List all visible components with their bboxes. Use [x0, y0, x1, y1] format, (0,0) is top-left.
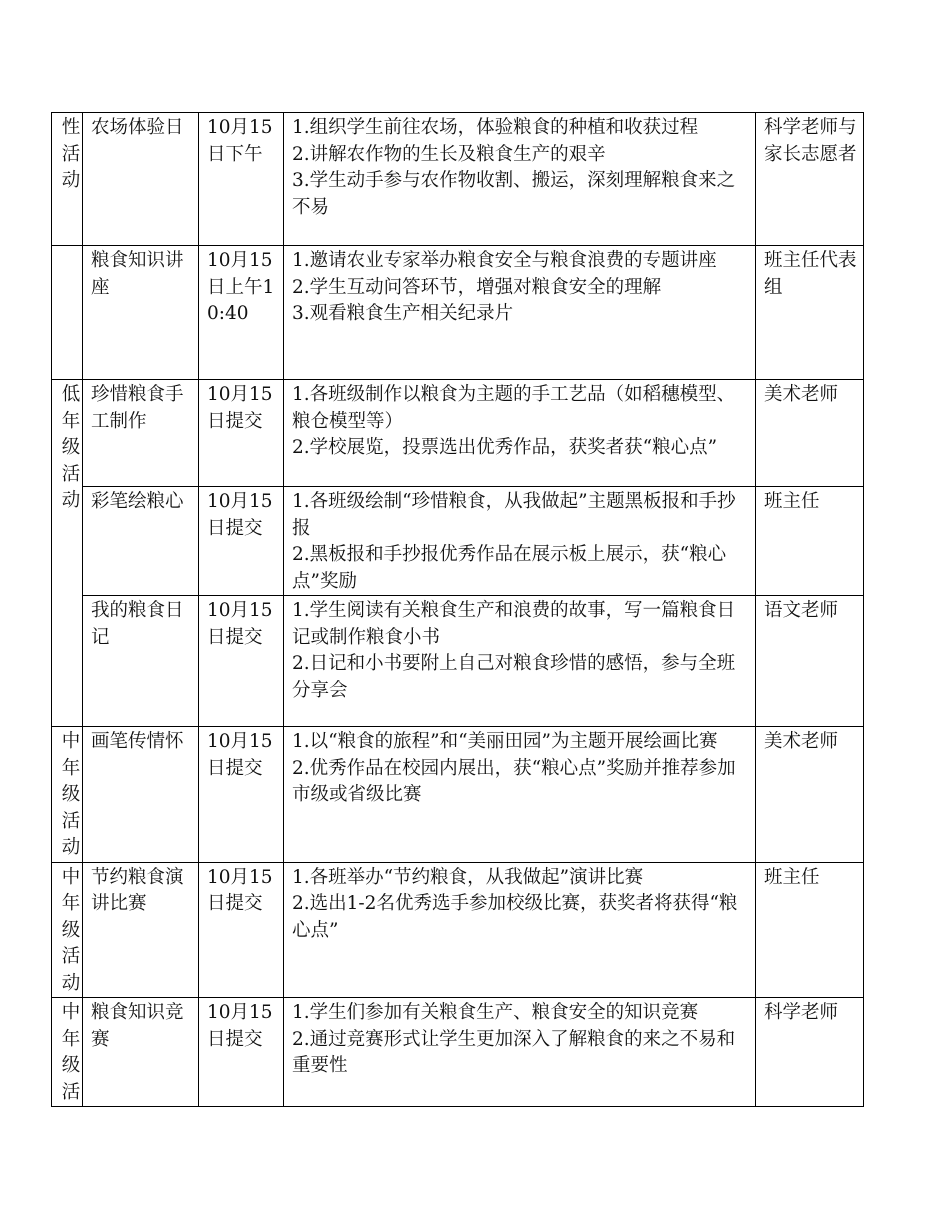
detail-line: 1.邀请农业专家举办粮食安全与粮食浪费的专题讲座 — [292, 250, 717, 271]
time-cell: 10月15日提交 — [199, 487, 284, 596]
detail-line: 2.学生互动问答环节，增强对粮食安全的理解 — [292, 276, 662, 298]
detail-line: 1.学生阅读有关粮食生产和浪费的故事，写一篇粮食日记或制作粮食小书 — [292, 600, 736, 648]
owner-cell: 语文老师 — [756, 596, 864, 727]
category-cell — [52, 246, 83, 380]
details-cell — [284, 596, 756, 727]
activity-name-cell: 我的粮食日记 — [83, 596, 199, 727]
activity-name-cell: 农场体验日 — [83, 113, 199, 246]
activity-name-cell: 珍惜粮食手工制作 — [83, 380, 199, 487]
table-row — [52, 862, 864, 998]
table-row — [52, 246, 864, 380]
details-cell — [284, 380, 756, 487]
activity-table — [51, 112, 864, 1107]
category-cell: 性活动 — [52, 113, 83, 246]
table-row — [52, 487, 864, 596]
detail-line: 2.优秀作品在校园内展出，获“粮心点”奖励并推荐参加市级或省级比赛 — [292, 757, 736, 805]
time-cell: 10月15日提交 — [199, 596, 284, 727]
time-cell: 10月15日提交 — [199, 998, 284, 1107]
owner-cell: 班主任 — [756, 862, 864, 998]
time-cell: 10月15日提交 — [199, 727, 284, 863]
detail-line: 2.日记和小书要附上自己对粮食珍惜的感悟，参与全班分享会 — [292, 653, 736, 701]
activity-name-cell: 画笔传情怀 — [83, 727, 199, 863]
table-row — [52, 727, 864, 863]
detail-line: 2.讲解农作物的生长及粮食生产的艰辛 — [292, 143, 606, 165]
table-row — [52, 380, 864, 487]
detail-line: 1.各班举办“节约粮食，从我做起”演讲比赛 — [292, 866, 644, 888]
table-row — [52, 596, 864, 727]
time-cell: 10月15日上午10:40 — [199, 246, 284, 380]
activity-name-cell: 彩笔绘粮心 — [83, 487, 199, 596]
detail-line: 2.选出1-2名优秀选手参加校级比赛，获奖者将获得“粮心点” — [292, 893, 738, 941]
time-cell: 10月15日下午 — [199, 113, 284, 246]
details-cell — [284, 998, 756, 1107]
activity-name-cell: 节约粮食演讲比赛 — [83, 862, 199, 998]
detail-line: 1.以“粮食的旅程”和“美丽田园”为主题开展绘画比赛 — [292, 731, 718, 752]
time-cell: 10月15日提交 — [199, 380, 284, 487]
activity-name-cell: 粮食知识竞赛 — [83, 998, 199, 1107]
detail-line: 1.组织学生前往农场，体验粮食的种植和收获过程 — [292, 117, 699, 138]
detail-line: 2.黑板报和手抄报优秀作品在展示板上展示，获“粮心点”奖励 — [292, 544, 727, 592]
detail-line: 3.观看粮食生产相关纪录片 — [292, 303, 514, 324]
details-cell — [284, 727, 756, 863]
category-cell: 低年级活动 — [52, 380, 83, 727]
category-cell: 中年级活动 — [52, 727, 83, 863]
owner-cell: 班主任代表组 — [756, 246, 864, 380]
details-cell — [284, 862, 756, 998]
details-cell — [284, 487, 756, 596]
table-row — [52, 113, 864, 246]
activity-name-cell: 粮食知识讲座 — [83, 246, 199, 380]
owner-cell: 科学老师 — [756, 998, 864, 1107]
time-cell: 10月15日提交 — [199, 862, 284, 998]
category-cell: 中年级活 — [52, 998, 83, 1107]
detail-line: 1.各班级制作以粮食为主题的手工艺品（如稻穗模型、粮仓模型等） — [292, 384, 736, 432]
details-cell — [284, 246, 756, 380]
owner-cell: 美术老师 — [756, 380, 864, 487]
table-row — [52, 998, 864, 1107]
detail-line: 1.学生们参加有关粮食生产、粮食安全的知识竞赛 — [292, 1002, 699, 1023]
owner-cell: 美术老师 — [756, 727, 864, 863]
detail-line: 3.学生动手参与农作物收割、搬运，深刻理解粮食来之不易 — [292, 170, 736, 218]
detail-line: 1.各班级绘制“珍惜粮食，从我做起”主题黑板报和手抄报 — [292, 491, 736, 539]
owner-cell: 科学老师与家长志愿者 — [756, 113, 864, 246]
detail-line: 2.通过竞赛形式让学生更加深入了解粮食的来之不易和重要性 — [292, 1028, 736, 1076]
category-cell: 中年级活动 — [52, 862, 83, 998]
owner-cell: 班主任 — [756, 487, 864, 596]
detail-line: 2.学校展览，投票选出优秀作品，获奖者获“粮心点” — [292, 437, 718, 458]
details-cell — [284, 113, 756, 246]
